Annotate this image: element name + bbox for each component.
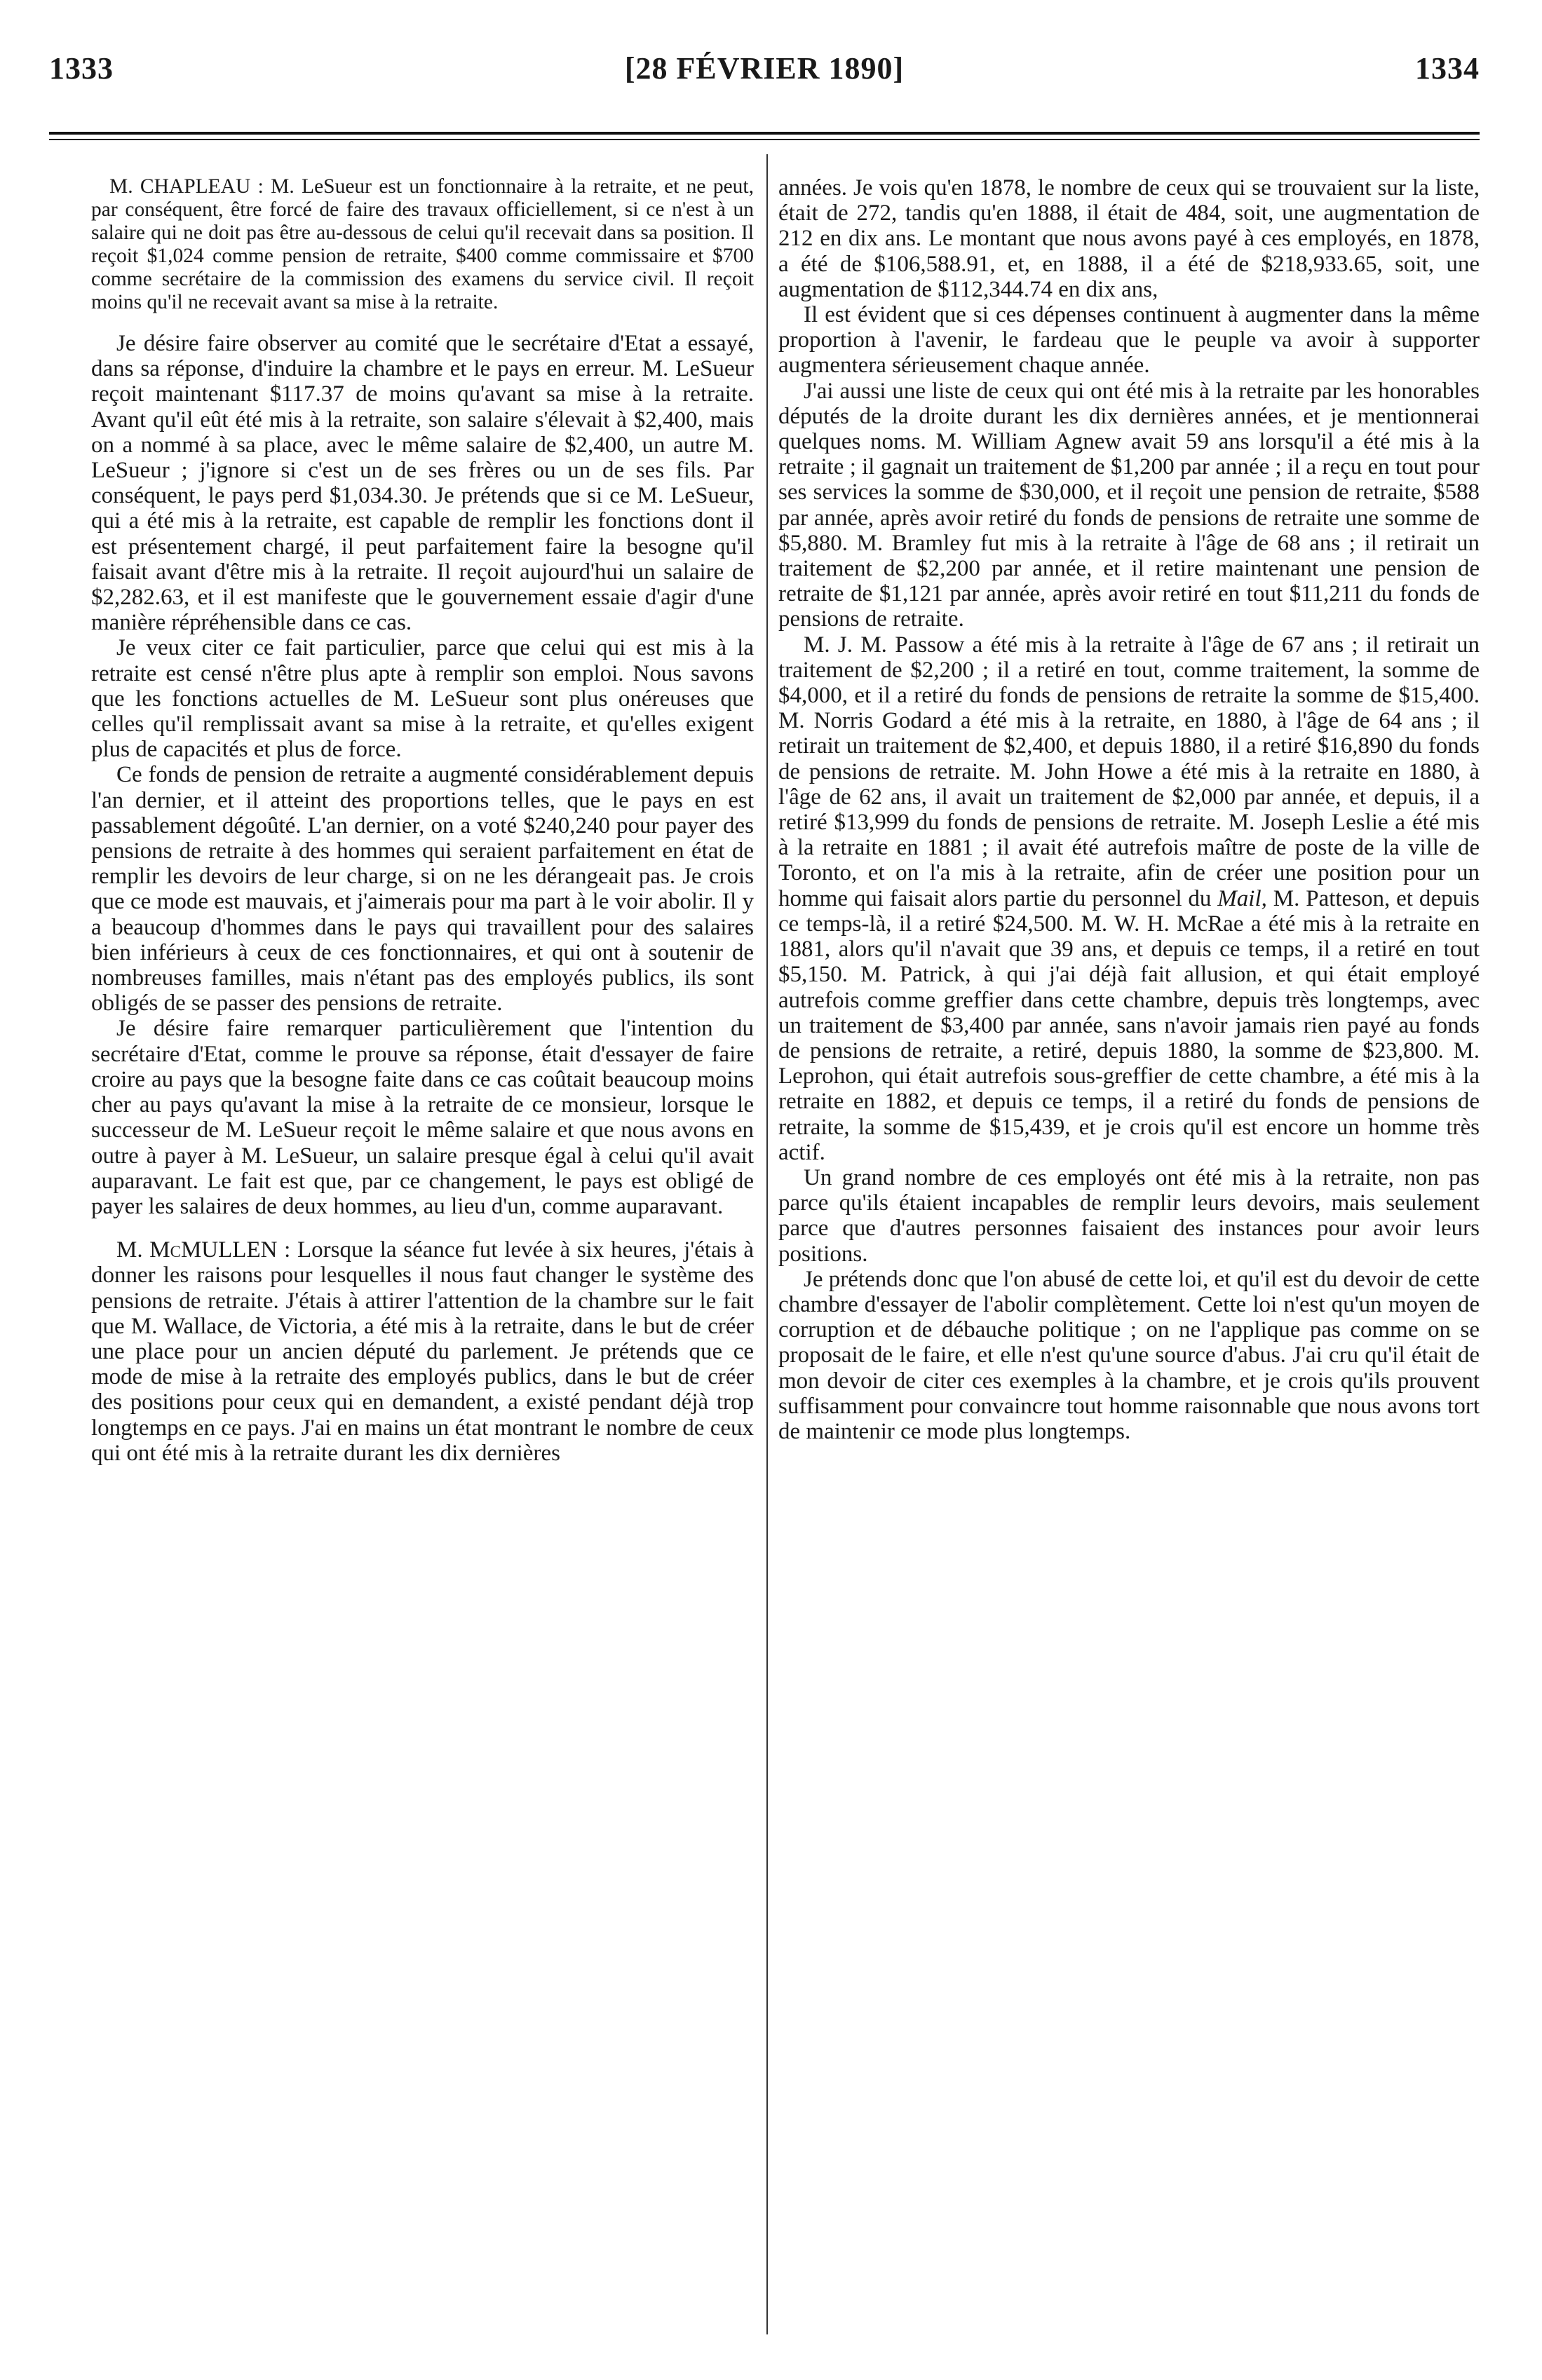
page-date: [28 FÉVRIER 1890]	[624, 51, 905, 86]
chapleau-remark	[91, 175, 754, 314]
header-rule-thin	[49, 139, 1480, 140]
speech-text: Lorsque la séance fut levée à six heures, j'étais à donner les raisons pour lesquelles il nous faut changer le système des pensions de retraite. J'étais à attirer l'attention de la chambre sur le fait que M. Wallace, de Victoria, a été mis à la retraite, dans le but de créer une place pour un ancien député du parlement. Je prétends que ce mode de mise à la retraite des employés publics, dans le but de créer des positions pour ceux qui en demandent, a existé pendant déjà trop longtemps en ce pays. J'ai en mains un état montrant le nombre de ceux qui ont été mis à la retraite durant les dix dernières	[91, 1237, 754, 1466]
speaker-name: M. CHAPLEAU :	[109, 175, 264, 198]
running-header	[49, 50, 1480, 107]
paragraph	[778, 632, 1480, 1165]
column-divider	[766, 154, 768, 2334]
left-column	[91, 175, 754, 1466]
paragraph: Un grand nombre de ces employés ont été mis à la retraite, non pas parce qu'ils étaient incapables de remplir leurs devoirs, mais seulement parce que d'autres personnes faisaient des instances pour avoir leurs positions.	[778, 1164, 1480, 1267]
speech-gap	[91, 1219, 754, 1237]
mcmullen-speech	[91, 1237, 754, 1466]
header-rule	[49, 132, 1480, 135]
speaker-name: M. McMULLEN :	[116, 1237, 291, 1263]
paragraph: J'ai aussi une liste de ceux qui ont été mis à la retraite par les honorables députés de la droite durant les dix dernières années, et je mentionnerai quelques noms. M. William Agnew avait 59 ans lorsqu'il a été mis à la retraite ; il gagnait un traitement de $1,200 par année ; il a reçu en tout pour ses services la somme de $30,000, et il reçoit une pension de retraite, $588 par année, après avoir retiré du fonds de pensions de retraite une somme de $5,880. M. Bramley fut mis à la retraite à l'âge de 68 ans ; il retirait un traitement de $2,200 par année, et il retire maintenant une pension de retraite de $1,121 par année, après avoir retiré en tout $11,211 du fonds de pensions de retraite.	[778, 378, 1480, 632]
newspaper-title: Mail,	[1217, 885, 1267, 911]
paragraph: Ce fonds de pension de retraite a augmenté considérablement depuis l'an dernier, et il atteint des proportions telles, que le pays en est passablement dégoûté. L'an dernier, on a voté $240,240 pour payer des pensions de retraite à des hommes qui seraient parfaitement en état de remplir les devoirs de leur charge, si on ne les dérangeait pas. Je crois que ce mode est mauvais, et j'aimerais pour ma part à le voir abolir. Il y a beaucoup d'hommes dans le pays qui travaillent pour des salaires bien inférieurs à ceux de ces fonctionnaires, et qui ont à soutenir de nombreuses familles, mais n'étant pas des employés publics, ils sont obligés de se passer des pensions de retraite.	[91, 762, 754, 1016]
page-number-right: 1334	[1415, 51, 1480, 86]
paragraph: Je prétends donc que l'on abusé de cette loi, et qu'il est du devoir de cette chambre d'essayer de l'abolir complètement. Cette loi n'est qu'un moyen de corruption et de débauche politique ; on ne l'applique pas comme on se proposait de le faire, et elle n'est qu'une source d'abus. J'ai cru qu'il était de mon devoir de citer ces exemples à la chambre, et je crois qu'ils prouvent suffisamment pour convaincre tout homme raisonnable que nous avons tort de maintenir ce mode plus longtemps.	[778, 1266, 1480, 1444]
paragraph: Je désire faire observer au comité que le secrétaire d'Etat a essayé, dans sa réponse, d'induire la chambre et le pays en erreur. M. LeSueur reçoit maintenant $117.37 de moins qu'avant sa mise à la retraite. Avant qu'il eût été mis à la retraite, son salaire s'élevait à $2,400, mais on a nommé à sa place, avec le même salaire de $2,400, un autre M. LeSueur ; j'ignore si c'est un de ses frères ou un de ses fils. Par conséquent, le pays perd $1,034.30. Je prétends que si ce M. LeSueur, qui a été mis à la retraite, est capable de remplir les fonctions dont il est présentement chargé, il peut parfaitement faire la besogne qu'il faisait avant d'être mis à la retraite. Il reçoit aujourd'hui un salaire de $2,282.63, et il est manifeste que le gouvernement essaie d'agir d'une manière répréhensible dans ce cas.	[91, 331, 754, 636]
paragraph: Il est évident que si ces dépenses continuent à augmenter dans la même proportion à l'avenir, le fardeau que le peuple va avoir à supporter augmentera sérieusement chaque année.	[778, 302, 1480, 379]
paragraph-text: M. J. M. Passow a été mis à la retraite à l'âge de 67 ans ; il retirait un traitement de $2,200 ; il a retiré en tout, comme traitement, la somme de $4,000, et il a retiré du fonds de pensions de retraite la somme de $15,400. M. Norris Godard a été mis à la retraite, en 1880, à l'âge de 64 ans ; il retirait un traitement de $2,400, et depuis 1880, il a retiré $16,890 du fonds de pensions de retraite. M. John Howe a été mis à la retraite en 1880, à l'âge de 62 ans, il avait un traitement de $2,000 par année, et depuis, il a retiré $13,999 du fonds de pensions de retraite. M. Joseph Leslie a été mis à la retraite en 1881 ; il avait été autrefois maître de poste de la ville de Toronto, et on l'a mis à la retraite, afin de créer une position pour un homme qui faisait alors partie du personnel du	[778, 632, 1480, 911]
paragraph: années. Je vois qu'en 1878, le nombre de ceux qui se trouvaient sur la liste, était de 272, tandis qu'en 1888, il était de 484, soit, une augmentation de 212 en dix ans. Le montant que nous avons payé à ces employés, en 1878, a été de $106,588.91, et, en 1888, il a été de $218,933.65, soit, une augmentation de $112,344.74 en dix ans,	[778, 175, 1480, 302]
paragraph: Je désire faire remarquer particulièrement que l'intention du secrétaire d'Etat, comme le prouve sa réponse, était d'essayer de faire croire au pays que la besogne faite dans ce cas coûtait beaucoup moins cher au pays qu'avant la mise à la retraite de ce monsieur, lorsque le successeur de M. LeSueur reçoit le même salaire et que nous avons en outre à payer à M. LeSueur, un salaire presque égal à celui qu'il avait auparavant. Le fait est que, par ce changement, le pays est obligé de payer les salaires de deux hommes, au lieu d'un, comme auparavant.	[91, 1016, 754, 1219]
paragraph: Je veux citer ce fait particulier, parce que celui qui est mis à la retraite est censé n'être plus apte à remplir son emploi. Nous savons que les fonctions actuelles de M. LeSueur sont plus onéreuses que celles qu'il remplissait avant sa mise à la retraite, et qu'elles exigent plus de capacités et plus de force.	[91, 635, 754, 763]
remark-text: M. LeSueur est un fonctionnaire à la retraite, et ne peut, par conséquent, être forcé de faire des travaux officiellement, si ce n'est à un salaire qui ne doit pas être au-dessous de celui qu'il recevait dans sa position. Il reçoit $1,024 comme pension de retraite, $400 comme commissaire et $700 comme secrétaire de la commission des examens du service civil. Il reçoit moins qu'il ne recevait avant sa mise à la retraite.	[91, 175, 755, 313]
paragraph-text: M. Patteson, et depuis ce temps-là, il a retiré $24,500. M. W. H. McRae a été mis à la retraite en 1881, alors qu'il n'avait que 39 ans, et depuis ce temps, il a retiré en tout $5,150. M. Patrick, à qui j'ai déjà fait allusion, et qui était employé autrefois comme greffier dans cette chambre, depuis très longtemps, avec un traitement de $3,400 par année, sans n'avoir jamais rien payé au fonds de pensions de retraite, a retiré, depuis 1880, la somme de $23,800. M. Leprohon, qui était autrefois sous-greffier de cette chambre, a été mis à la retraite en 1882, et depuis ce temps, il a retiré du fonds de pensions de retraite, la somme de $15,439, et je crois qu'il est encore un homme très actif.	[778, 885, 1480, 1165]
page-number-left: 1333	[49, 51, 114, 86]
right-column	[778, 175, 1480, 1444]
